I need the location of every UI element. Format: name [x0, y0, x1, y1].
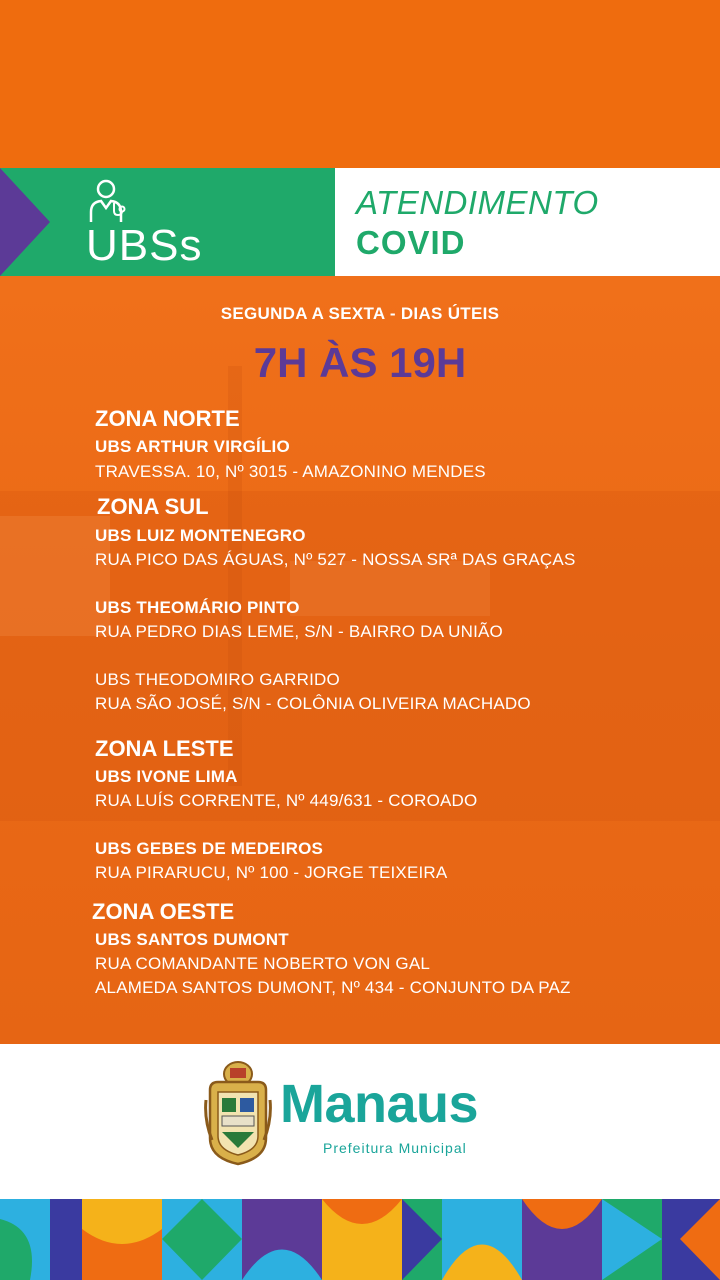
decorative-pattern-strip: [0, 1199, 720, 1280]
manaus-coat-of-arms: [204, 1060, 272, 1168]
content-panel: [0, 276, 720, 1044]
ubs-address: RUA PEDRO DIAS LEME, S/N - BAIRRO DA UNIÃO: [95, 622, 503, 641]
schedule-days: SEGUNDA A SEXTA - DIAS ÚTEIS: [220, 304, 500, 323]
logo-subtitle: Prefeitura Municipal: [323, 1140, 467, 1156]
header-title-line2: COVID: [356, 224, 466, 261]
ubs-name: UBS THEODOMIRO GARRIDO: [95, 670, 340, 689]
ubs-address: RUA PIRARUCU, Nº 100 - JORGE TEIXEIRA: [95, 863, 448, 882]
background-sign-tint: [0, 516, 110, 636]
header-white-panel: [335, 168, 720, 276]
zone-title: ZONA NORTE: [95, 406, 240, 431]
zone-title: ZONA LESTE: [95, 736, 234, 761]
header-green-panel: [0, 168, 335, 276]
ubs-address: TRAVESSA. 10, Nº 3015 - AMAZONINO MENDES: [95, 462, 486, 481]
ubs-name: UBS IVONE LIMA: [95, 767, 238, 786]
ubs-name: UBS THEOMÁRIO PINTO: [95, 598, 300, 617]
header-category: UBSs: [86, 221, 203, 270]
ubs-address: RUA COMANDANTE NOBERTO VON GAL: [95, 954, 431, 973]
ubs-name: UBS ARTHUR VIRGÍLIO: [95, 437, 290, 456]
footer: [0, 1044, 720, 1199]
ubs-address: RUA SÃO JOSÉ, S/N - COLÔNIA OLIVEIRA MACHADO: [95, 694, 531, 713]
ubs-name: UBS SANTOS DUMONT: [95, 930, 289, 949]
ubs-name: UBS LUIZ MONTENEGRO: [95, 526, 306, 545]
header-title-line1: ATENDIMENTO: [356, 184, 599, 221]
doctor-icon: [86, 178, 132, 224]
ubs-name: UBS GEBES DE MEDEIROS: [95, 839, 324, 858]
logo-name: Manaus: [280, 1074, 479, 1134]
top-banner: [0, 0, 720, 168]
schedule-hours: 7H ÀS 19H: [253, 339, 467, 386]
ubs-address: RUA PICO DAS ÁGUAS, Nº 527 - NOSSA SRª DAS GRAÇAS: [95, 550, 576, 569]
purple-arrow-decoration: [0, 168, 50, 276]
header: [0, 168, 720, 276]
zone-title: ZONA OESTE: [92, 899, 235, 924]
ubs-address: RUA LUÍS CORRENTE, Nº 449/631 - COROADO: [95, 791, 478, 810]
ubs-address: ALAMEDA SANTOS DUMONT, Nº 434 - CONJUNTO DA PAZ: [95, 978, 571, 997]
zone-title: ZONA SUL: [97, 494, 209, 519]
